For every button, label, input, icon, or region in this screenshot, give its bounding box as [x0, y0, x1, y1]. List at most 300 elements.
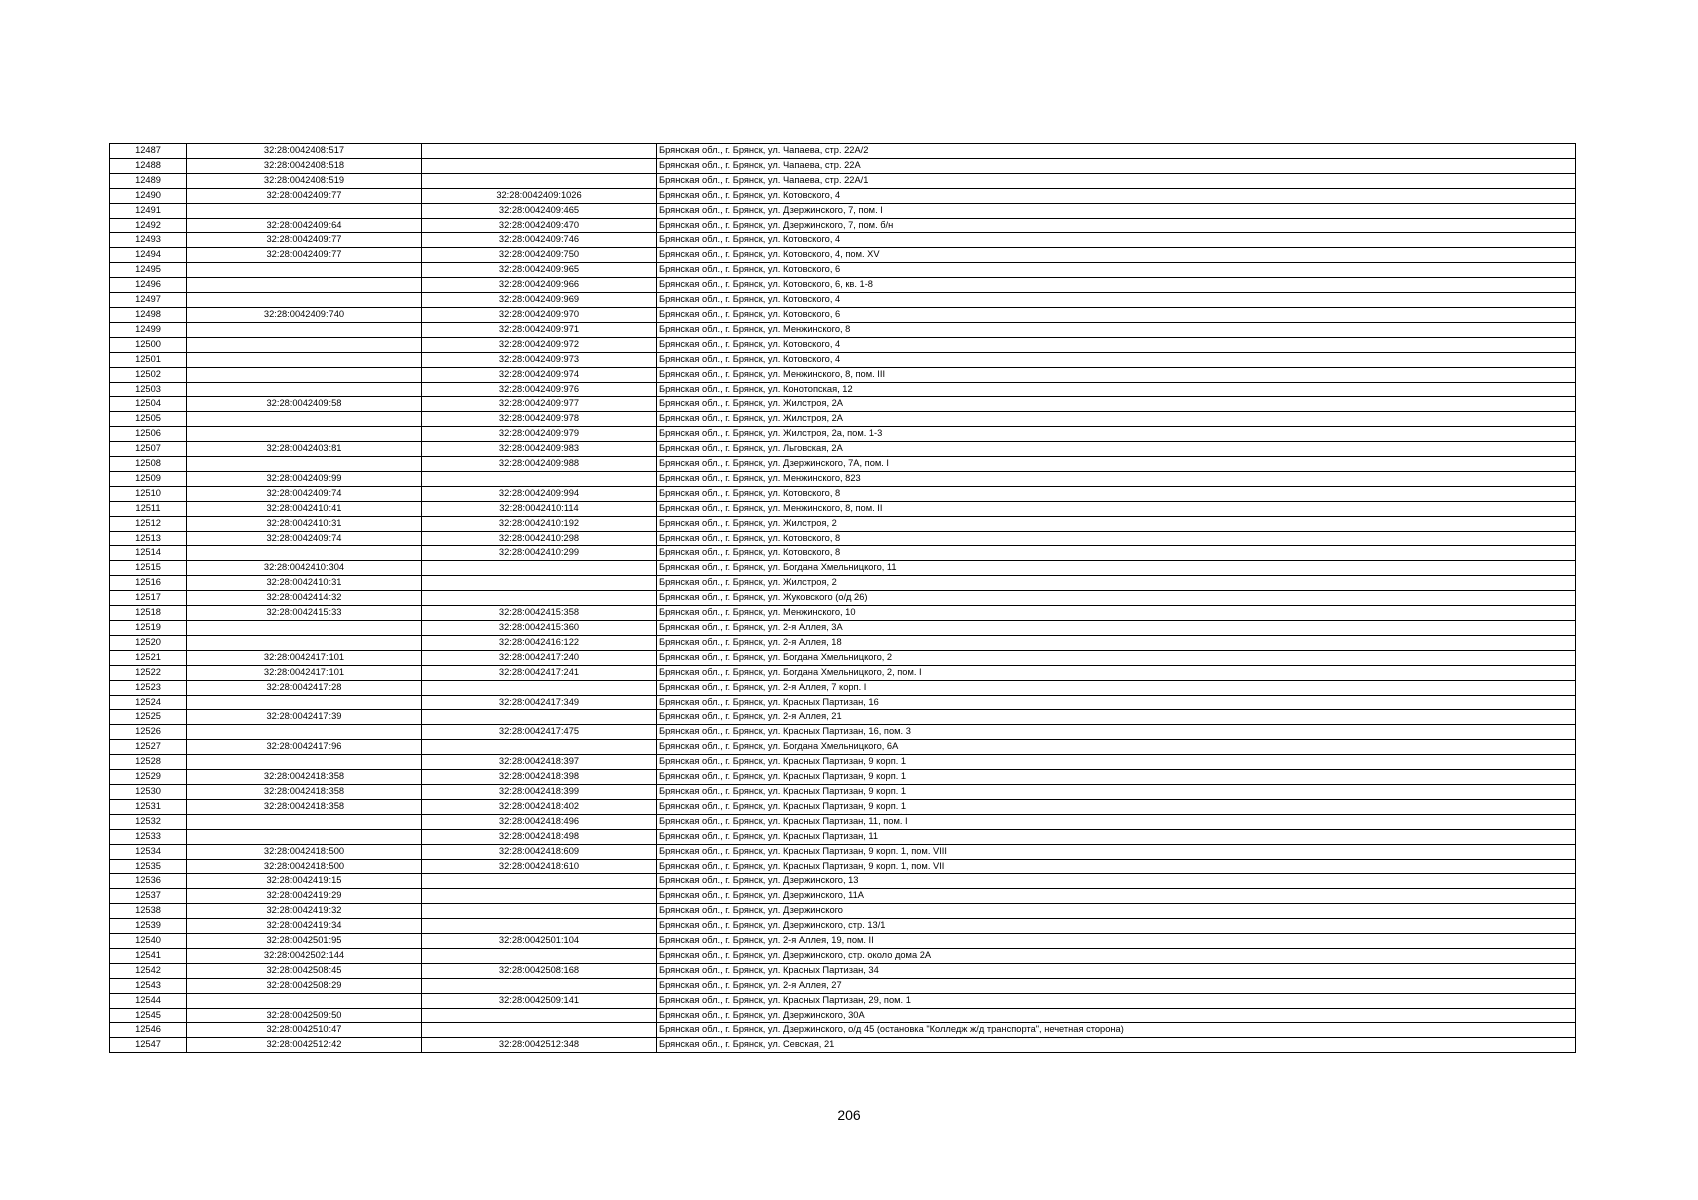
row-number-cell: 12490: [110, 188, 187, 203]
address-cell: Брянская обл., г. Брянск, ул. Менжинского, 823: [657, 471, 1576, 486]
row-number-cell: 12538: [110, 904, 187, 919]
address-cell: Брянская обл., г. Брянск, ул. Дзержинского, 7А, пом. I: [657, 457, 1576, 472]
related-cadastral-number-cell: 32:28:0042417:349: [422, 695, 657, 710]
row-number-cell: 12489: [110, 173, 187, 188]
address-cell: Брянская обл., г. Брянск, ул. Богдана Хмельницкого, 6А: [657, 740, 1576, 755]
row-number-cell: 12529: [110, 770, 187, 785]
related-cadastral-number-cell: 32:28:0042409:1026: [422, 188, 657, 203]
row-number-cell: 12512: [110, 516, 187, 531]
row-number-cell: 12535: [110, 859, 187, 874]
row-number-cell: 12521: [110, 650, 187, 665]
related-cadastral-number-cell: [422, 1008, 657, 1023]
table-row: [110, 844, 1576, 859]
table-row: [110, 442, 1576, 457]
table-row: [110, 770, 1576, 785]
table-row: [110, 248, 1576, 263]
cadastral-number-cell: 32:28:0042502:144: [187, 948, 422, 963]
cadastral-number-cell: [187, 621, 422, 636]
cadastral-number-cell: [187, 203, 422, 218]
table-row: [110, 1038, 1576, 1053]
address-cell: Брянская обл., г. Брянск, ул. Котовского, 4: [657, 188, 1576, 203]
cadastral-number-cell: 32:28:0042418:358: [187, 799, 422, 814]
registry-table-body: [110, 144, 1576, 1053]
row-number-cell: 12539: [110, 919, 187, 934]
table-row: [110, 621, 1576, 636]
row-number-cell: 12545: [110, 1008, 187, 1023]
address-cell: Брянская обл., г. Брянск, ул. Дзержинского: [657, 904, 1576, 919]
table-row: [110, 263, 1576, 278]
table-row: [110, 799, 1576, 814]
table-row: [110, 561, 1576, 576]
table-row: [110, 725, 1576, 740]
address-cell: Брянская обл., г. Брянск, ул. Красных Партизан, 34: [657, 963, 1576, 978]
address-cell: Брянская обл., г. Брянск, ул. Льговская, 2А: [657, 442, 1576, 457]
cadastral-number-cell: [187, 412, 422, 427]
address-cell: Брянская обл., г. Брянск, ул. Котовского, 4, пом. XV: [657, 248, 1576, 263]
cadastral-number-cell: [187, 367, 422, 382]
table-row: [110, 963, 1576, 978]
table-row: [110, 471, 1576, 486]
table-row: [110, 382, 1576, 397]
address-cell: Брянская обл., г. Брянск, ул. Чапаева, стр. 22А/2: [657, 144, 1576, 159]
related-cadastral-number-cell: 32:28:0042512:348: [422, 1038, 657, 1053]
row-number-cell: 12503: [110, 382, 187, 397]
table-row: [110, 710, 1576, 725]
table-row: [110, 516, 1576, 531]
table-row: [110, 188, 1576, 203]
related-cadastral-number-cell: [422, 874, 657, 889]
related-cadastral-number-cell: [422, 471, 657, 486]
address-cell: Брянская обл., г. Брянск, ул. Красных Партизан, 9 корп. 1: [657, 784, 1576, 799]
related-cadastral-number-cell: 32:28:0042409:966: [422, 278, 657, 293]
table-row: [110, 606, 1576, 621]
row-number-cell: 12520: [110, 635, 187, 650]
row-number-cell: 12497: [110, 293, 187, 308]
address-cell: Брянская обл., г. Брянск, ул. Котовского, 4: [657, 337, 1576, 352]
row-number-cell: 12509: [110, 471, 187, 486]
related-cadastral-number-cell: 32:28:0042409:470: [422, 218, 657, 233]
related-cadastral-number-cell: 32:28:0042409:979: [422, 427, 657, 442]
address-cell: Брянская обл., г. Брянск, ул. Дзержинского, 30А: [657, 1008, 1576, 1023]
table-row: [110, 1008, 1576, 1023]
cadastral-number-cell: 32:28:0042415:33: [187, 606, 422, 621]
address-cell: Брянская обл., г. Брянск, ул. Дзержинского, 13: [657, 874, 1576, 889]
address-cell: Брянская обл., г. Брянск, ул. Дзержинского, 7, пом. I: [657, 203, 1576, 218]
table-row: [110, 427, 1576, 442]
cadastral-number-cell: [187, 814, 422, 829]
related-cadastral-number-cell: [422, 904, 657, 919]
cadastral-number-cell: 32:28:0042409:77: [187, 233, 422, 248]
table-row: [110, 293, 1576, 308]
cadastral-number-cell: 32:28:0042419:34: [187, 919, 422, 934]
address-cell: Брянская обл., г. Брянск, ул. Жилстроя, 2а, пом. 1-3: [657, 427, 1576, 442]
address-cell: Брянская обл., г. Брянск, ул. Котовского, 4: [657, 352, 1576, 367]
row-number-cell: 12511: [110, 501, 187, 516]
row-number-cell: 12546: [110, 1023, 187, 1038]
table-row: [110, 889, 1576, 904]
row-number-cell: 12542: [110, 963, 187, 978]
related-cadastral-number-cell: [422, 173, 657, 188]
address-cell: Брянская обл., г. Брянск, ул. Чапаева, стр. 22А: [657, 158, 1576, 173]
related-cadastral-number-cell: 32:28:0042409:750: [422, 248, 657, 263]
cadastral-number-cell: 32:28:0042418:358: [187, 770, 422, 785]
address-cell: Брянская обл., г. Брянск, ул. Котовского, 6: [657, 263, 1576, 278]
address-cell: Брянская обл., г. Брянск, ул. Красных Партизан, 9 корп. 1: [657, 755, 1576, 770]
address-cell: Брянская обл., г. Брянск, ул. Котовского, 8: [657, 546, 1576, 561]
row-number-cell: 12533: [110, 829, 187, 844]
cadastral-number-cell: 32:28:0042410:31: [187, 576, 422, 591]
row-number-cell: 12494: [110, 248, 187, 263]
row-number-cell: 12544: [110, 993, 187, 1008]
cadastral-number-cell: 32:28:0042410:31: [187, 516, 422, 531]
table-row: [110, 591, 1576, 606]
related-cadastral-number-cell: [422, 144, 657, 159]
row-number-cell: 12500: [110, 337, 187, 352]
address-cell: Брянская обл., г. Брянск, ул. Дзержинского, о/д 45 (остановка "Колледж ж/д транспорта", нечетная сторона): [657, 1023, 1576, 1038]
row-number-cell: 12508: [110, 457, 187, 472]
registry-table: [109, 143, 1576, 1053]
related-cadastral-number-cell: 32:28:0042418:398: [422, 770, 657, 785]
row-number-cell: 12534: [110, 844, 187, 859]
cadastral-number-cell: [187, 829, 422, 844]
row-number-cell: 12517: [110, 591, 187, 606]
related-cadastral-number-cell: 32:28:0042509:141: [422, 993, 657, 1008]
related-cadastral-number-cell: 32:28:0042409:974: [422, 367, 657, 382]
cadastral-number-cell: 32:28:0042409:74: [187, 486, 422, 501]
table-row: [110, 1023, 1576, 1038]
address-cell: Брянская обл., г. Брянск, ул. 2-я Аллея, 18: [657, 635, 1576, 650]
row-number-cell: 12501: [110, 352, 187, 367]
table-row: [110, 904, 1576, 919]
cadastral-number-cell: [187, 382, 422, 397]
cadastral-number-cell: 32:28:0042403:81: [187, 442, 422, 457]
related-cadastral-number-cell: 32:28:0042409:971: [422, 322, 657, 337]
row-number-cell: 12513: [110, 531, 187, 546]
cadastral-number-cell: [187, 457, 422, 472]
cadastral-number-cell: [187, 695, 422, 710]
related-cadastral-number-cell: [422, 978, 657, 993]
cadastral-number-cell: 32:28:0042417:96: [187, 740, 422, 755]
address-cell: Брянская обл., г. Брянск, ул. Котовского, 4: [657, 293, 1576, 308]
row-number-cell: 12505: [110, 412, 187, 427]
cadastral-number-cell: [187, 993, 422, 1008]
address-cell: Брянская обл., г. Брянск, ул. 2-я Аллея, 27: [657, 978, 1576, 993]
cadastral-number-cell: 32:28:0042419:29: [187, 889, 422, 904]
table-row: [110, 397, 1576, 412]
related-cadastral-number-cell: 32:28:0042501:104: [422, 934, 657, 949]
cadastral-number-cell: [187, 322, 422, 337]
cadastral-number-cell: 32:28:0042418:500: [187, 859, 422, 874]
table-row: [110, 322, 1576, 337]
table-row: [110, 158, 1576, 173]
cadastral-number-cell: 32:28:0042509:50: [187, 1008, 422, 1023]
related-cadastral-number-cell: 32:28:0042417:241: [422, 665, 657, 680]
table-row: [110, 680, 1576, 695]
table-row: [110, 650, 1576, 665]
row-number-cell: 12516: [110, 576, 187, 591]
related-cadastral-number-cell: 32:28:0042418:498: [422, 829, 657, 844]
related-cadastral-number-cell: 32:28:0042410:192: [422, 516, 657, 531]
table-row: [110, 412, 1576, 427]
related-cadastral-number-cell: 32:28:0042410:299: [422, 546, 657, 561]
address-cell: Брянская обл., г. Брянск, ул. Чапаева, стр. 22А/1: [657, 173, 1576, 188]
row-number-cell: 12493: [110, 233, 187, 248]
address-cell: Брянская обл., г. Брянск, ул. Красных Партизан, 16: [657, 695, 1576, 710]
address-cell: Брянская обл., г. Брянск, ул. Жилстроя, 2А: [657, 412, 1576, 427]
address-cell: Брянская обл., г. Брянск, ул. Конотопская, 12: [657, 382, 1576, 397]
related-cadastral-number-cell: [422, 740, 657, 755]
related-cadastral-number-cell: 32:28:0042409:977: [422, 397, 657, 412]
row-number-cell: 12540: [110, 934, 187, 949]
cadastral-number-cell: 32:28:0042408:517: [187, 144, 422, 159]
cadastral-number-cell: 32:28:0042501:95: [187, 934, 422, 949]
table-row: [110, 501, 1576, 516]
related-cadastral-number-cell: 32:28:0042418:609: [422, 844, 657, 859]
address-cell: Брянская обл., г. Брянск, ул. Жилстроя, 2: [657, 576, 1576, 591]
row-number-cell: 12507: [110, 442, 187, 457]
address-cell: Брянская обл., г. Брянск, ул. Красных Партизан, 9 корп. 1: [657, 770, 1576, 785]
address-cell: Брянская обл., г. Брянск, ул. Дзержинского, 7, пом. б/н: [657, 218, 1576, 233]
related-cadastral-number-cell: 32:28:0042418:402: [422, 799, 657, 814]
cadastral-number-cell: [187, 337, 422, 352]
cadastral-number-cell: 32:28:0042508:29: [187, 978, 422, 993]
table-row: [110, 233, 1576, 248]
related-cadastral-number-cell: [422, 948, 657, 963]
cadastral-number-cell: 32:28:0042409:77: [187, 248, 422, 263]
cadastral-number-cell: [187, 278, 422, 293]
row-number-cell: 12504: [110, 397, 187, 412]
cadastral-number-cell: 32:28:0042419:15: [187, 874, 422, 889]
related-cadastral-number-cell: 32:28:0042410:114: [422, 501, 657, 516]
table-row: [110, 695, 1576, 710]
related-cadastral-number-cell: 32:28:0042417:475: [422, 725, 657, 740]
cadastral-number-cell: 32:28:0042409:58: [187, 397, 422, 412]
table-row: [110, 546, 1576, 561]
cadastral-number-cell: 32:28:0042418:500: [187, 844, 422, 859]
cadastral-number-cell: 32:28:0042409:74: [187, 531, 422, 546]
row-number-cell: 12519: [110, 621, 187, 636]
address-cell: Брянская обл., г. Брянск, ул. Богдана Хмельницкого, 2: [657, 650, 1576, 665]
cadastral-number-cell: [187, 293, 422, 308]
cadastral-number-cell: 32:28:0042409:99: [187, 471, 422, 486]
cadastral-number-cell: 32:28:0042414:32: [187, 591, 422, 606]
related-cadastral-number-cell: 32:28:0042409:972: [422, 337, 657, 352]
address-cell: Брянская обл., г. Брянск, ул. Красных Партизан, 11, пом. I: [657, 814, 1576, 829]
row-number-cell: 12515: [110, 561, 187, 576]
related-cadastral-number-cell: [422, 680, 657, 695]
address-cell: Брянская обл., г. Брянск, ул. Жилстроя, 2: [657, 516, 1576, 531]
address-cell: Брянская обл., г. Брянск, ул. Дзержинского, 11А: [657, 889, 1576, 904]
related-cadastral-number-cell: 32:28:0042409:970: [422, 307, 657, 322]
address-cell: Брянская обл., г. Брянск, ул. Дзержинского, стр. около дома 2А: [657, 948, 1576, 963]
cadastral-number-cell: 32:28:0042419:32: [187, 904, 422, 919]
address-cell: Брянская обл., г. Брянск, ул. Менжинского, 8, пом. III: [657, 367, 1576, 382]
row-number-cell: 12527: [110, 740, 187, 755]
table-row: [110, 784, 1576, 799]
related-cadastral-number-cell: 32:28:0042418:496: [422, 814, 657, 829]
cadastral-number-cell: [187, 755, 422, 770]
cadastral-number-cell: 32:28:0042417:39: [187, 710, 422, 725]
cadastral-number-cell: 32:28:0042417:101: [187, 650, 422, 665]
cadastral-number-cell: [187, 635, 422, 650]
cadastral-number-cell: 32:28:0042409:77: [187, 188, 422, 203]
table-row: [110, 814, 1576, 829]
related-cadastral-number-cell: 32:28:0042415:360: [422, 621, 657, 636]
related-cadastral-number-cell: 32:28:0042409:465: [422, 203, 657, 218]
table-row: [110, 531, 1576, 546]
cadastral-number-cell: 32:28:0042417:101: [187, 665, 422, 680]
table-row: [110, 859, 1576, 874]
address-cell: Брянская обл., г. Брянск, ул. Менжинского, 10: [657, 606, 1576, 621]
address-cell: Брянская обл., г. Брянск, ул. 2-я Аллея, 19, пом. II: [657, 934, 1576, 949]
address-cell: Брянская обл., г. Брянск, ул. Котовского, 4: [657, 233, 1576, 248]
related-cadastral-number-cell: 32:28:0042418:610: [422, 859, 657, 874]
related-cadastral-number-cell: [422, 710, 657, 725]
row-number-cell: 12502: [110, 367, 187, 382]
related-cadastral-number-cell: 32:28:0042409:969: [422, 293, 657, 308]
related-cadastral-number-cell: 32:28:0042409:983: [422, 442, 657, 457]
related-cadastral-number-cell: [422, 561, 657, 576]
address-cell: Брянская обл., г. Брянск, ул. Красных Партизан, 9 корп. 1, пом. VII: [657, 859, 1576, 874]
address-cell: Брянская обл., г. Брянск, ул. Красных Партизан, 9 корп. 1, пом. VIII: [657, 844, 1576, 859]
table-row: [110, 218, 1576, 233]
row-number-cell: 12492: [110, 218, 187, 233]
address-cell: Брянская обл., г. Брянск, ул. Севская, 21: [657, 1038, 1576, 1053]
table-row: [110, 978, 1576, 993]
row-number-cell: 12528: [110, 755, 187, 770]
table-row: [110, 144, 1576, 159]
address-cell: Брянская обл., г. Брянск, ул. Менжинского, 8: [657, 322, 1576, 337]
row-number-cell: 12488: [110, 158, 187, 173]
address-cell: Брянская обл., г. Брянск, ул. Богдана Хмельницкого, 11: [657, 561, 1576, 576]
table-row: [110, 993, 1576, 1008]
page-number: 206: [837, 1107, 861, 1123]
cadastral-number-cell: [187, 263, 422, 278]
row-number-cell: 12537: [110, 889, 187, 904]
cadastral-number-cell: [187, 725, 422, 740]
address-cell: Брянская обл., г. Брянск, ул. 2-я Аллея, 21: [657, 710, 1576, 725]
related-cadastral-number-cell: 32:28:0042409:965: [422, 263, 657, 278]
related-cadastral-number-cell: 32:28:0042409:978: [422, 412, 657, 427]
cadastral-number-cell: 32:28:0042418:358: [187, 784, 422, 799]
row-number-cell: 12518: [110, 606, 187, 621]
table-row: [110, 278, 1576, 293]
cadastral-number-cell: [187, 352, 422, 367]
related-cadastral-number-cell: 32:28:0042508:168: [422, 963, 657, 978]
table-row: [110, 635, 1576, 650]
row-number-cell: 12547: [110, 1038, 187, 1053]
table-row: [110, 919, 1576, 934]
cadastral-number-cell: 32:28:0042408:518: [187, 158, 422, 173]
table-row: [110, 486, 1576, 501]
row-number-cell: 12495: [110, 263, 187, 278]
table-row: [110, 755, 1576, 770]
table-row: [110, 307, 1576, 322]
table-row: [110, 665, 1576, 680]
cadastral-number-cell: 32:28:0042410:41: [187, 501, 422, 516]
address-cell: Брянская обл., г. Брянск, ул. 2-я Аллея, 7 корп. I: [657, 680, 1576, 695]
cadastral-number-cell: [187, 427, 422, 442]
address-cell: Брянская обл., г. Брянск, ул. Менжинского, 8, пом. II: [657, 501, 1576, 516]
address-cell: Брянская обл., г. Брянск, ул. Котовского, 6: [657, 307, 1576, 322]
table-row: [110, 740, 1576, 755]
related-cadastral-number-cell: [422, 889, 657, 904]
related-cadastral-number-cell: 32:28:0042417:240: [422, 650, 657, 665]
related-cadastral-number-cell: 32:28:0042416:122: [422, 635, 657, 650]
related-cadastral-number-cell: 32:28:0042410:298: [422, 531, 657, 546]
row-number-cell: 12536: [110, 874, 187, 889]
cadastral-number-cell: 32:28:0042408:519: [187, 173, 422, 188]
row-number-cell: 12523: [110, 680, 187, 695]
related-cadastral-number-cell: [422, 576, 657, 591]
related-cadastral-number-cell: [422, 919, 657, 934]
address-cell: Брянская обл., г. Брянск, ул. Красных Партизан, 11: [657, 829, 1576, 844]
table-row: [110, 173, 1576, 188]
row-number-cell: 12530: [110, 784, 187, 799]
table-row: [110, 457, 1576, 472]
table-row: [110, 576, 1576, 591]
row-number-cell: 12524: [110, 695, 187, 710]
cadastral-number-cell: 32:28:0042409:740: [187, 307, 422, 322]
row-number-cell: 12541: [110, 948, 187, 963]
row-number-cell: 12522: [110, 665, 187, 680]
address-cell: Брянская обл., г. Брянск, ул. Богдана Хмельницкого, 2, пом. I: [657, 665, 1576, 680]
related-cadastral-number-cell: [422, 158, 657, 173]
related-cadastral-number-cell: 32:28:0042409:973: [422, 352, 657, 367]
address-cell: Брянская обл., г. Брянск, ул. Жуковского (о/д 26): [657, 591, 1576, 606]
table-row: [110, 352, 1576, 367]
related-cadastral-number-cell: 32:28:0042409:746: [422, 233, 657, 248]
related-cadastral-number-cell: 32:28:0042418:399: [422, 784, 657, 799]
row-number-cell: 12487: [110, 144, 187, 159]
related-cadastral-number-cell: 32:28:0042415:358: [422, 606, 657, 621]
related-cadastral-number-cell: 32:28:0042409:994: [422, 486, 657, 501]
row-number-cell: 12514: [110, 546, 187, 561]
cadastral-number-cell: [187, 546, 422, 561]
address-cell: Брянская обл., г. Брянск, ул. Красных Партизан, 16, пом. 3: [657, 725, 1576, 740]
row-number-cell: 12491: [110, 203, 187, 218]
row-number-cell: 12531: [110, 799, 187, 814]
row-number-cell: 12498: [110, 307, 187, 322]
table-row: [110, 829, 1576, 844]
cadastral-number-cell: 32:28:0042410:304: [187, 561, 422, 576]
row-number-cell: 12496: [110, 278, 187, 293]
table-row: [110, 337, 1576, 352]
table-row: [110, 367, 1576, 382]
related-cadastral-number-cell: [422, 591, 657, 606]
related-cadastral-number-cell: [422, 1023, 657, 1038]
related-cadastral-number-cell: 32:28:0042409:988: [422, 457, 657, 472]
cadastral-number-cell: 32:28:0042512:42: [187, 1038, 422, 1053]
address-cell: Брянская обл., г. Брянск, ул. Котовского, 6, кв. 1-8: [657, 278, 1576, 293]
address-cell: Брянская обл., г. Брянск, ул. Красных Партизан, 29, пом. 1: [657, 993, 1576, 1008]
row-number-cell: 12532: [110, 814, 187, 829]
address-cell: Брянская обл., г. Брянск, ул. Красных Партизан, 9 корп. 1: [657, 799, 1576, 814]
related-cadastral-number-cell: 32:28:0042418:397: [422, 755, 657, 770]
table-row: [110, 203, 1576, 218]
table-row: [110, 934, 1576, 949]
address-cell: Брянская обл., г. Брянск, ул. Котовского, 8: [657, 531, 1576, 546]
address-cell: Брянская обл., г. Брянск, ул. Дзержинского, стр. 13/1: [657, 919, 1576, 934]
cadastral-number-cell: 32:28:0042417:28: [187, 680, 422, 695]
row-number-cell: 12543: [110, 978, 187, 993]
address-cell: Брянская обл., г. Брянск, ул. Жилстроя, 2А: [657, 397, 1576, 412]
table-row: [110, 948, 1576, 963]
row-number-cell: 12510: [110, 486, 187, 501]
related-cadastral-number-cell: 32:28:0042409:976: [422, 382, 657, 397]
row-number-cell: 12506: [110, 427, 187, 442]
cadastral-number-cell: 32:28:0042409:64: [187, 218, 422, 233]
